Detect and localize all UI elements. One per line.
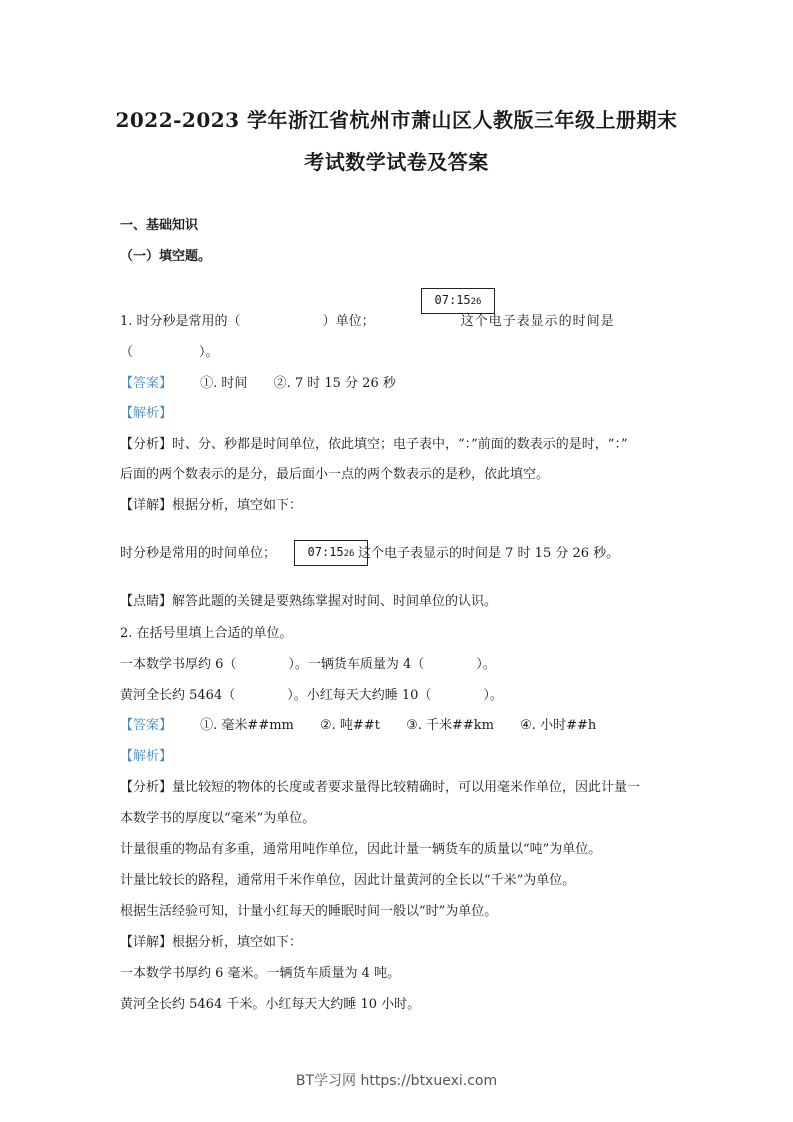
footer-watermark: BT学习网 https://btxuexi.com [295, 1073, 498, 1089]
clock-seconds: 26 [470, 297, 482, 307]
answer-row [120, 717, 596, 735]
dianjing-label: 【点睛】 [120, 594, 173, 609]
answer-row [120, 375, 396, 393]
question-2-prompt [120, 625, 293, 643]
question-1-line-2 [120, 344, 219, 362]
detail-text [120, 497, 302, 515]
analysis-text: 计量很重的物品有多重，通常用吨作单位，因此计量一辆货车的质量以“吨”为单位。 [120, 842, 602, 857]
answer-item: ②. 吨##t [320, 718, 380, 733]
question-text: 在括号里填上合适的单位。 [136, 626, 293, 641]
answer-item: ③. 千米##km [406, 718, 495, 733]
xiangjie-text: 根据分析，填空如下： [172, 498, 303, 513]
analysis-text: 根据生活经验可知，计量小红每天的睡眠时间一般以“时”为单位。 [120, 904, 498, 919]
analysis-label: 【解析】 [120, 406, 173, 421]
question-number: 1. [120, 314, 133, 329]
question-text: （ [120, 345, 134, 360]
question-number: 2. [120, 626, 133, 641]
answer-item: ①. 时间 [200, 376, 248, 391]
question-text: 这个电子表显示的时间是 [460, 314, 615, 329]
answer-item: ①. 毫米##mm [200, 718, 294, 733]
fenxi-label: 【分析】 [120, 437, 173, 452]
analysis-text: 后面的两个数表示的是分，最后面小一点的两个数表示的是秒，依此填空。 [120, 467, 550, 482]
clock-seconds: 26 [343, 549, 355, 559]
detail-answer-line: 黄河全长约 5464 千米。小红每天大约睡 10 小时。 [120, 997, 421, 1012]
detail-answer-line: 一本数学书厚约 6 毫米。一辆货车质量为 4 吨。 [120, 966, 401, 981]
question-2-line-2: 黄河全长约 5464（ ）。小红每天大约睡 10（ ）。 [120, 688, 503, 703]
analysis-text [120, 436, 628, 454]
dianjing-body: 解答此题的关键是要熟练掌握对时间、时间单位的认识。 [172, 594, 498, 609]
xiangjie-label: 【详解】 [120, 935, 173, 950]
xiangjie-label: 【详解】 [120, 498, 173, 513]
question-text: 时分秒是常用的（ [136, 314, 241, 329]
digital-clock-image [421, 288, 495, 314]
answer-label: 【答案】 [120, 376, 173, 391]
analysis-text [120, 779, 640, 797]
clock-hour-minute: 07:15 [434, 293, 471, 307]
detail-answer-line [120, 545, 619, 563]
question-text: ）。 [199, 345, 219, 360]
question-2-line-1: 一本数学书厚约 6（ ）。一辆货车质量为 4（ ）。 [120, 657, 496, 672]
clock-hour-minute: 07:15 [307, 545, 344, 559]
answer-item: ②. 7 时 15 分 26 秒 [273, 376, 396, 391]
analysis-text: 计量比较长的路程，通常用千米作单位，因此计量黄河的全长以“千米”为单位。 [120, 873, 576, 888]
answer-item: ④. 小时##h [520, 718, 597, 733]
fenxi-text: 量比较短的物体的长度或者要求量得比较精确时，可以用毫米作单位，因此计量一 [172, 780, 641, 795]
section-heading: 一、基础知识 [120, 218, 199, 233]
question-text: ）单位； [322, 314, 375, 329]
detail-text: 时分秒是常用的时间单位； [120, 546, 277, 561]
detail-text: 这个电子表显示的时间是 7 时 15 分 26 秒。 [358, 546, 620, 561]
document-title-line-2: 考试数学试卷及答案 [304, 150, 489, 174]
xiangjie-text: 根据分析，填空如下： [172, 935, 303, 950]
analysis-label: 【解析】 [120, 749, 173, 764]
question-1-line-1 [120, 313, 615, 331]
dianjing-text [120, 593, 497, 611]
section-subheading: （一）填空题。 [120, 249, 212, 264]
fenxi-label: 【分析】 [120, 780, 173, 795]
document-title-line-1: 2022-2023 学年浙江省杭州市萧山区人教版三年级上册期末 [115, 108, 678, 132]
analysis-text: 本数学书的厚度以“毫米”为单位。 [120, 811, 316, 826]
detail-text [120, 934, 302, 952]
fenxi-text: 时、分、秒都是时间单位，依此填空；电子表中，“：”前面的数表示的是时，“：” [172, 437, 628, 452]
answer-label: 【答案】 [120, 718, 173, 733]
